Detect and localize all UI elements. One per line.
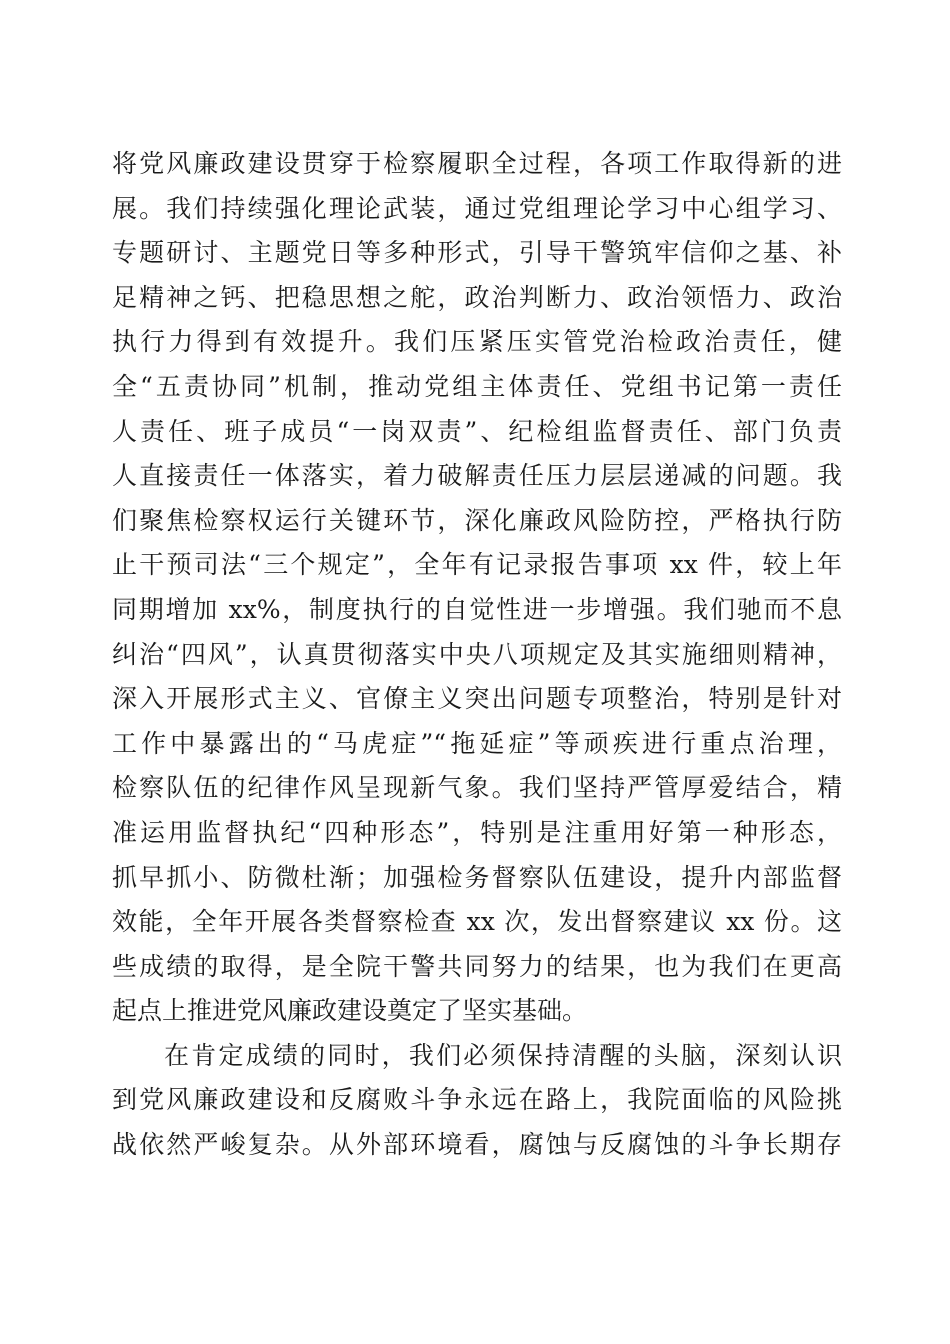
text-line: 将党风廉政建设贯穿于检察履职全过程，各项工作取得新的进 [112,149,842,178]
text-line: 工作中暴露出的“马虎症”“拖延症”等顽疾进行重点治理， [112,728,842,758]
text-line: 足精神之钙、把稳思想之舵，政治判断力、政治领悟力、政治 [112,282,842,312]
text-line: 检察队伍的纪律作风呈现新气象。我们坚持严管厚爱结合，精 [112,773,842,803]
text-line: 抓早抓小、防微杜渐；加强检务督察队伍建设，提升内部监督 [112,862,842,892]
text-line: 们聚焦检察权运行关键环节，深化廉政风险防控，严格执行防 [112,505,842,535]
text-line: 人直接责任一体落实，着力破解责任压力层层递减的问题。我 [112,461,842,491]
text-line: 展。我们持续强化理论武装，通过党组理论学习中心组学习、 [112,193,842,223]
text-line: 战依然严峻复杂。从外部环境看，腐蚀与反腐蚀的斗争长期存 [112,1130,842,1160]
paragraph-start-line: 在肯定成绩的同时，我们必须保持清醒的头脑，深刻认识 [164,1040,842,1070]
text-line: 全“五责协同”机制，推动党组主体责任、党组书记第一责任 [112,371,842,401]
paragraph-end-line: 起点上推进党风廉政建设奠定了坚实基础。 [112,996,588,1026]
text-line: 效能，全年开展各类督察检查 xx 次，发出督察建议 xx 份。这 [112,907,842,937]
text-line: 专题研讨、主题党日等多种形式，引导干警筑牢信仰之基、补 [112,238,842,268]
text-line: 同期增加 xx%，制度执行的自觉性进一步增强。我们驰而不息 [112,594,842,624]
text-line: 执行力得到有效提升。我们压紧压实管党治检政治责任，健 [112,327,842,357]
text-line: 人责任、班子成员“一岗双责”、纪检组监督责任、部门负责 [112,416,842,446]
text-line: 些成绩的取得，是全院干警共同努力的结果，也为我们在更高 [112,951,842,981]
text-line: 深入开展形式主义、官僚主义突出问题专项整治，特别是针对 [112,684,842,714]
text-line: 纠治“四风”，认真贯彻落实中央八项规定及其实施细则精神， [112,639,842,669]
text-line: 准运用监督执纪“四种形态”，特别是注重用好第一种形态， [112,817,842,847]
body-text [112,142,842,1168]
text-line: 到党风廉政建设和反腐败斗争永远在路上，我院面临的风险挑 [112,1085,842,1115]
text-line: 止干预司法“三个规定”，全年有记录报告事项 xx 件，较上年 [112,550,842,580]
